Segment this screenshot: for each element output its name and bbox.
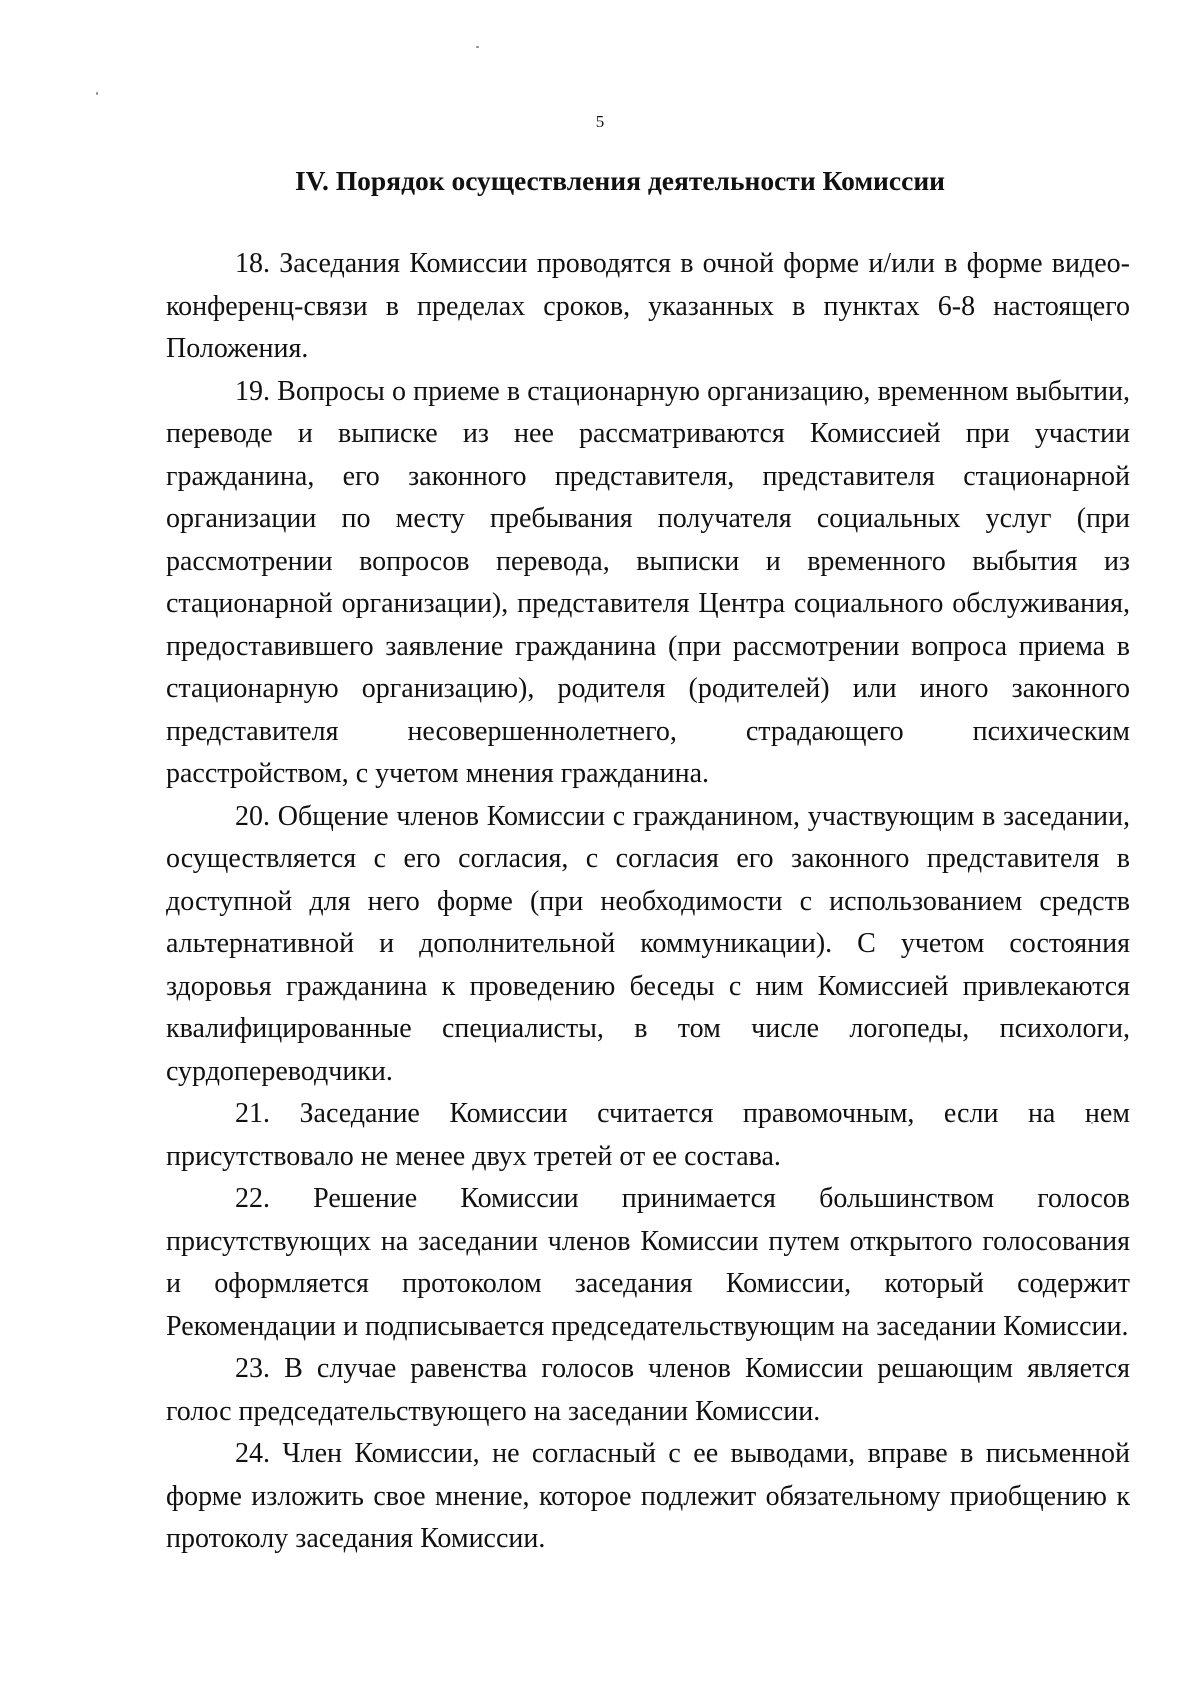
page-number: 5	[595, 112, 605, 131]
paragraph-21: 21. Заседание Комиссии считается правомочным, если на нем присутствовало не менее двух третей от ее состава.	[166, 1098, 1130, 1172]
paragraph-19: 19. Вопросы о приеме в стационарную организацию, временном выбытии, переводе и выписке из нее рассматриваются Комиссией при участии гражданина, его законного представителя, представителя стационарной организации по месту пребывания получателя социальных услуг (при рассмотрении вопросов перевода, выписки и временного выбытия из стационарной организации), представителя Центра социального обслуживания, предоставившего заявление гражданина (при рассмотрении вопроса приема в стационарную организацию), родителя (родителей) или иного законного представителя несовершеннолетнего, страдающего психическим расстройством, с учетом мнения гражданина.	[166, 375, 1130, 789]
paragraph-22: 22. Решение Комиссии принимается большинством голосов присутствующих на заседании членов Комиссии путем открытого голосования и оформляется протоколом заседания Комиссии, который содержит Рекомендации и подписывается председательствующим на заседании Комиссии.	[166, 1183, 1130, 1342]
document-body	[166, 243, 1130, 1561]
section-title: IV. Порядок осуществления деятельности Комиссии	[294, 165, 946, 196]
scan-speck	[96, 92, 98, 95]
paragraph-24: 24. Член Комиссии, не согласный с ее выводами, вправе в письменной форме изложить свое мнение, которое подлежит обязательному приобщению к протоколу заседания Комиссии.	[166, 1438, 1130, 1554]
paragraph-18: 18. Заседания Комиссии проводятся в очной форме и/или в форме видео-конференц-связи в пределах сроков, указанных в пунктах 6-8 настоящего Положения.	[166, 248, 1130, 364]
paragraph-20: 20. Общение членов Комиссии с гражданином, участвующим в заседании, осуществляется с его согласия, с согласия его законного представителя в доступной для него форме (при необходимости с использованием средств альтернативной и дополнительной коммуникации). С учетом состояния здоровья гражданина к проведению беседы с ним Комиссией привлекаются квалифицированные специалисты, в том числе логопеды, психологи, сурдопереводчики.	[166, 800, 1130, 1087]
scan-speck	[476, 46, 479, 48]
paragraph-23: 23. В случае равенства голосов членов Комиссии решающим является голос председательствующего на заседании Комиссии.	[166, 1353, 1130, 1427]
